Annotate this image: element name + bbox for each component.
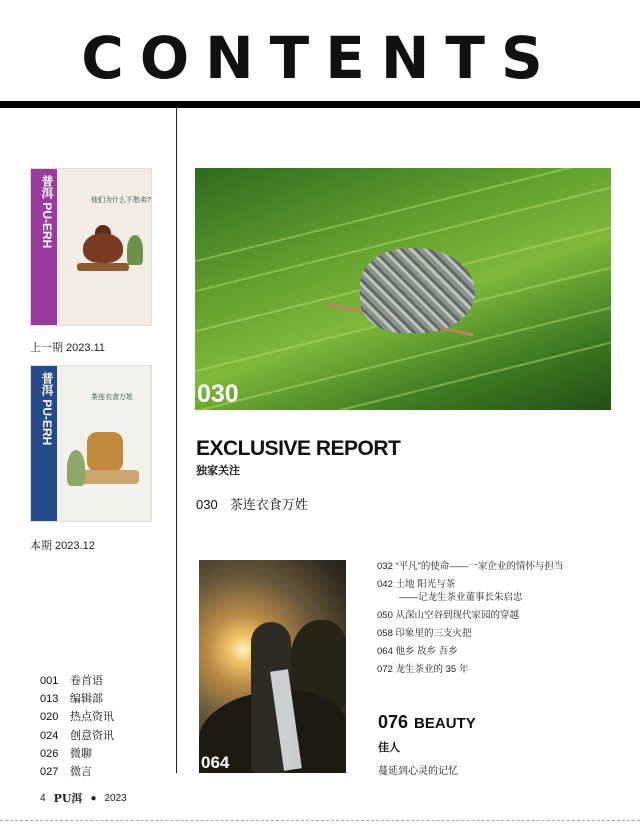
bullet-icon: ● bbox=[90, 792, 97, 804]
article-item[interactable]: 050 从深山空谷到现代家园的穿越 bbox=[377, 610, 520, 621]
article-item[interactable]: 058 印象里的三支火把 bbox=[377, 628, 472, 639]
plant-image bbox=[67, 450, 85, 486]
plant-image bbox=[127, 235, 143, 265]
feature-entry[interactable]: 030 茶连衣食万姓 bbox=[196, 497, 308, 512]
page-footer bbox=[40, 790, 127, 806]
section-heading-beauty: 076 BEAUTY bbox=[378, 712, 476, 732]
village bbox=[360, 248, 475, 333]
hero-image[interactable] bbox=[195, 168, 611, 410]
page-title: CONTENTS bbox=[81, 24, 559, 92]
column-divider bbox=[176, 108, 177, 773]
teapot-image bbox=[87, 432, 123, 472]
toc-item[interactable]: 027 微言 bbox=[40, 766, 92, 779]
article-list bbox=[377, 558, 627, 679]
magazine-logo: PU洱 bbox=[53, 792, 83, 805]
article-item[interactable]: 042 土地 阳光与茶 bbox=[377, 579, 456, 590]
page-number: 4 bbox=[40, 792, 46, 804]
prev-issue-cover[interactable] bbox=[30, 168, 152, 326]
toc-item[interactable]: 024 创意资讯 bbox=[40, 729, 114, 742]
footer-year: 2023 bbox=[104, 792, 127, 804]
cover-headline: 他们为什么不愁卖? bbox=[91, 197, 151, 204]
prev-issue-caption: 上一期 2023.11 bbox=[30, 342, 106, 354]
sidebar-toc bbox=[40, 672, 114, 781]
toc-item[interactable]: 026 微聊 bbox=[40, 747, 92, 760]
feature-entry[interactable]: 蔓延到心灵的记忆 bbox=[378, 766, 458, 777]
current-issue-cover[interactable] bbox=[30, 365, 152, 522]
photo-page-number: 064 bbox=[201, 753, 230, 772]
header-rule bbox=[0, 101, 640, 108]
article-item-continuation: ——记龙生茶业董事长朱启忠 bbox=[399, 592, 523, 603]
cover-logo: 普洱 PU-ERH bbox=[40, 372, 54, 446]
article-item[interactable]: 072 龙生茶业的 35 年 bbox=[377, 664, 469, 675]
cover-logo: 普洱 PU-ERH bbox=[40, 175, 54, 249]
cover-headline: 茶连衣食万姓 bbox=[91, 394, 133, 401]
page-edge-line bbox=[0, 820, 640, 821]
toc-item[interactable]: 001 卷首语 bbox=[40, 675, 103, 687]
toc-item[interactable]: 013 编辑部 bbox=[40, 693, 103, 706]
article-item[interactable]: 032 “平凡”的使命——一家企业的情怀与担当 bbox=[377, 561, 564, 572]
hero-page-number: 030 bbox=[197, 380, 239, 408]
section-subtitle: 独家关注 bbox=[196, 465, 240, 477]
current-issue-caption: 本期 2023.12 bbox=[30, 540, 95, 552]
article-item[interactable]: 064 他乡 故乡 吾乡 bbox=[377, 646, 458, 657]
section-subtitle: 佳人 bbox=[378, 742, 400, 754]
toc-item[interactable]: 020 热点资讯 bbox=[40, 711, 114, 724]
sunset-photo[interactable] bbox=[199, 560, 346, 773]
cover-spine bbox=[31, 366, 57, 521]
section-title: EXCLUSIVE REPORT bbox=[196, 437, 401, 460]
cover-spine bbox=[31, 169, 57, 325]
